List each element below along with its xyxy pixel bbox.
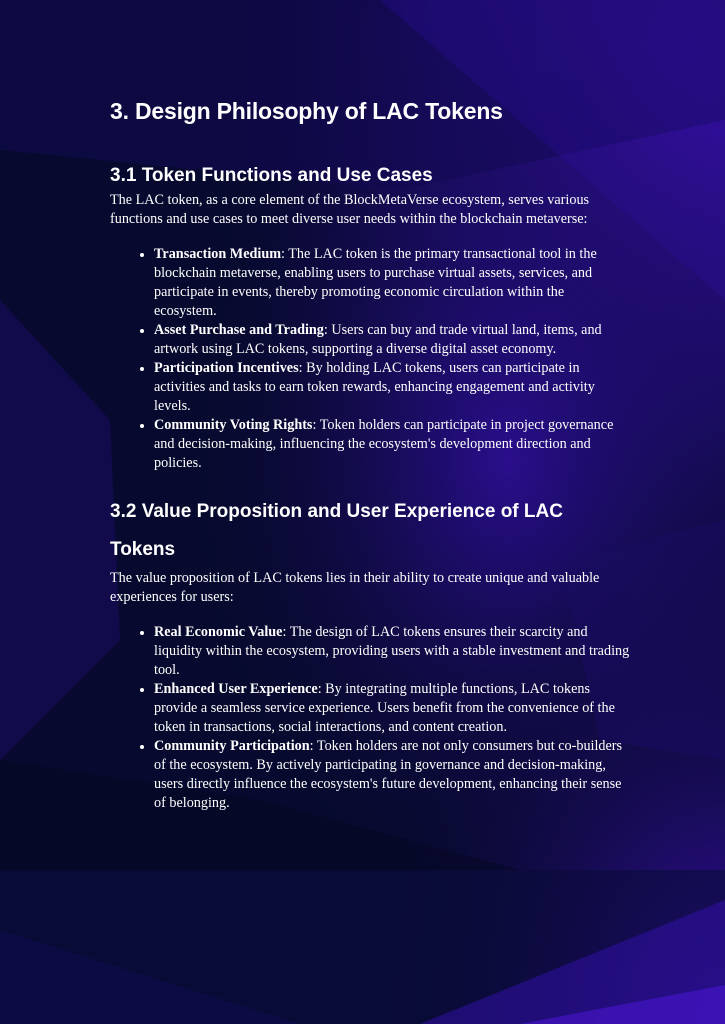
section-2-intro: The value proposition of LAC tokens lies in their ability to create unique and valuable experiences for users: — [110, 570, 600, 605]
list-item — [154, 737, 630, 813]
list-item-term: Enhanced User Experience — [154, 681, 318, 697]
section-2-list — [110, 623, 630, 813]
list-item-term: Participation Incentives — [154, 360, 299, 376]
list-item-text: : By holding LAC tokens, users can participate in activities and tasks to earn token rewards, enhancing engagement and activity levels. — [154, 360, 595, 414]
list-item-term: Transaction Medium — [154, 246, 282, 262]
section-1-heading: 3.1 Token Functions and Use Cases — [110, 165, 433, 186]
list-item-text: : Token holders are not only consumers but co-builders of the ecosystem. By actively participating in governance and decision-making, users directly influence the ecosystem's future development, enhancing their sense of belonging. — [154, 738, 623, 811]
list-item-term: Community Voting Rights — [154, 417, 313, 433]
list-item — [154, 680, 630, 737]
document-body — [110, 96, 630, 813]
list-item — [154, 623, 630, 680]
page-title: 3. Design Philosophy of LAC Tokens — [110, 98, 503, 124]
section-2-heading: 3.2 Value Proposition and User Experience of LAC Tokens — [110, 501, 563, 560]
list-item-term: Community Participation — [154, 738, 310, 754]
list-item — [154, 245, 630, 321]
section-1-intro: The LAC token, as a core element of the BlockMetaVerse ecosystem, serves various functions and use cases to meet diverse user needs within the blockchain metaverse: — [110, 192, 590, 227]
list-item-text: : By integrating multiple functions, LAC tokens provide a seamless service experience. Users benefit from the convenience of the token in transactions, social interactions, and content creation. — [154, 681, 615, 735]
list-item-term: Asset Purchase and Trading — [154, 322, 324, 338]
list-item-text: : The design of LAC tokens ensures their scarcity and liquidity within the ecosystem, providing users with a stable investment and trading tool. — [154, 624, 630, 678]
list-item — [154, 321, 630, 359]
section-1-list — [110, 245, 630, 473]
list-item-text: : Users can buy and trade virtual land, items, and artwork using LAC tokens, supporting a diverse digital asset economy. — [154, 322, 602, 357]
list-item — [154, 359, 630, 416]
list-item — [154, 416, 630, 473]
list-item-term: Real Economic Value — [154, 624, 283, 640]
list-item-text: : Token holders can participate in project governance and decision-making, influencing the ecosystem's development direction and policies. — [154, 417, 614, 471]
list-item-text: : The LAC token is the primary transactional tool in the blockchain metaverse, enabling users to purchase virtual assets, services, and participate in events, thereby promoting economic circulation within the ecosystem. — [154, 246, 597, 319]
